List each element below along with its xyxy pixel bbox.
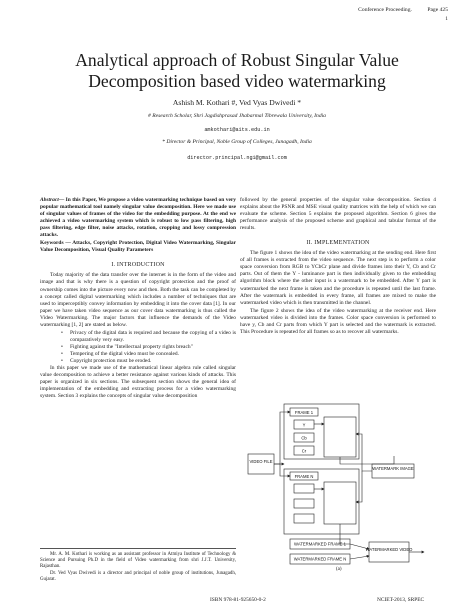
frame-n-label: FRAME N [294,474,314,479]
bullet-item: • Tempering of the digital video must be concealed. [70,351,236,358]
footer-conference: NCIET-2013, SRPEC [377,597,425,603]
y-box-n [294,484,314,493]
abstract-text: — In this Paper, We propose a video watermarking technique based on very popular mathematical tool namely singular value decomposition. Here we made use of singular values of frames of the video for the embedding purpose. At the end we achieved a video watermarking system which is robust to low pass filtering, high pass filtering, edge filter, noise attacks, rotation, cropping and lossy compression attacks. [40,197,236,239]
section-heading-implementation: II. IMPLEMENTATION [306,240,370,247]
side-number: 1 [445,16,448,22]
footnote [40,548,236,583]
footnote-2: Dr. Ved Vyas Dwivedi is a director and principal of noble group of institutions, Junagadh, Gujarat. [40,570,236,582]
authors: Ashish M. Kothari #, Ved Vyas Dwivedi * [172,98,302,107]
cb-label: Cb [301,435,307,441]
impl-paragraph-2: The figure 2 shows the idea of the video watermarking at the receiver end. Here watermarked video is divided into the frames. Color space conversion is performed to have y, Cb and Cr parts from which Y part is selected and the watermark is extracted. This Procedure is repeated for all frames so as to recover all watermarks. [240,307,436,335]
title-line-2: Decomposition based video watermarking [88,71,386,91]
footnote-1: Mr. A. M. Kothari is working as an assistant professor in Atmiya Institute of Technology & Science and Pursuing Ph.D in the field of Video watermarking from shri J.J.T. University, Rajasthan. [40,552,236,570]
paper-title [40,50,434,92]
right-paragraph-1: followed by the general properties of the singular value decomposition. Section 4 explains about the PSNR and MSE visual quality matrices with the help of which we can evaluate the scheme. Section 5 explains the proposed algorithm. Section 6 gives the performance analysis of the proposed scheme and graphical and tabular format of the results. [240,197,436,232]
wm-frame-n-label: WATERMARKED FRAME N [293,556,347,562]
conference-label: Conference Proceeding. [358,7,412,13]
cr-label: Cr [301,448,307,454]
wm-video-box [369,542,409,562]
watermark-image-label: WATERMARK IMAGE [372,466,414,471]
embed-block [324,417,356,457]
frame-1-label: FRAME 1 [294,410,314,415]
y-label: Y [302,422,306,428]
page-number: Page 425 [427,7,448,13]
block-diagram [244,394,444,572]
video-file-box [248,454,274,474]
cb-box-n [294,499,314,508]
email-1: amkothari@aits.edu.in [204,127,270,133]
impl-paragraph-1: The figure 1 shows the idea of the video watermarking at the sending end. Here first of all frames is extracted from the video sequence. The next step is to perform a color space conversion from RGB to YCbCr plane and divide frames into their Y, Cb and Cr parts. Out of them the Y - luminance part is then individually given to the embedding algorithm block where the other input is a watermark to be embedded. After Y part is watermarked the next frame is taken and the procedure is repeated until the last frame. After the watermark is embedded in every frame, all frames are mixed to make the watermarked video which is then transmitted in the channel. [240,250,436,306]
wm-video-label: WATERMARKED VIDEO [365,547,413,552]
embed-block-n [324,482,356,524]
section-heading-introduction: I. INTRODUCTION [111,262,165,269]
figure-1-diagram [244,394,444,572]
intro-paragraph-2: In this paper we made use of the mathematical linear algebra rule called singular value decomposition to achieve a better resistance against various kinds of attacks. This paper is organized in six sections. The subsequent section shows the general idea of implementation of the embedding and extracting process for a video watermarking system. Section 3 explains the concepts of singular value decomposition [40,365,236,400]
footer-isbn: ISBN 978-81-925650-0-2 [210,597,266,603]
wm-frame-1-label: WATERMARKED FRAME 1 [294,541,346,547]
keywords: Keywords — Attacks, Copyright Protection, Digital Video Watermarking, Singular Value Decomposition, Visual Quality Parameters [40,240,236,254]
abstract [40,197,236,239]
right-column [240,197,436,337]
affiliation-2: * Director & Principal, Noble Group of Colleges, Junagadh, India [162,139,312,145]
abstract-label: Abstract [40,197,59,203]
video-file-label: VIDEO FILE [249,459,273,464]
intro-paragraph-1: Today majority of the data transfer over the internet is in the form of the video and image and that is why there is a question of copyright protection and the proof of ownership comes into the picture every now and then. Both the task can be completed by a concept called digital watermarking which includes a number of techniques that are used to imperceptibly convey information by embedding it into the cover data [1]. In our paper we have taken video sequence as our cover data watermarking is thus called the Video Watermarking. The major factors that influence the demands of the Video watermarking [1, 2] are stated as below. [40,272,236,328]
bullet-item: • Fighting against the "Intellectual property rights breach" [70,344,236,351]
affiliation-1: # Research Scholar, Shri Jagdishprasad Jhabarmal Tibrewala University, India [148,113,326,119]
cr-box-n [294,514,314,523]
bullet-item: • Privacy of the digital data is required and because the copying of a video is comparatively very easy. [70,330,236,344]
title-line-1: Analytical approach of Robust Singular Value [75,50,399,70]
page-header [358,7,448,22]
left-column [40,197,236,401]
email-2: director.principal.ngi@gmail.com [187,155,287,161]
bullet-item: • Copyright protection must be eroded. [70,358,236,365]
figure-caption: (a) [336,567,342,572]
bullet-list [40,330,236,365]
